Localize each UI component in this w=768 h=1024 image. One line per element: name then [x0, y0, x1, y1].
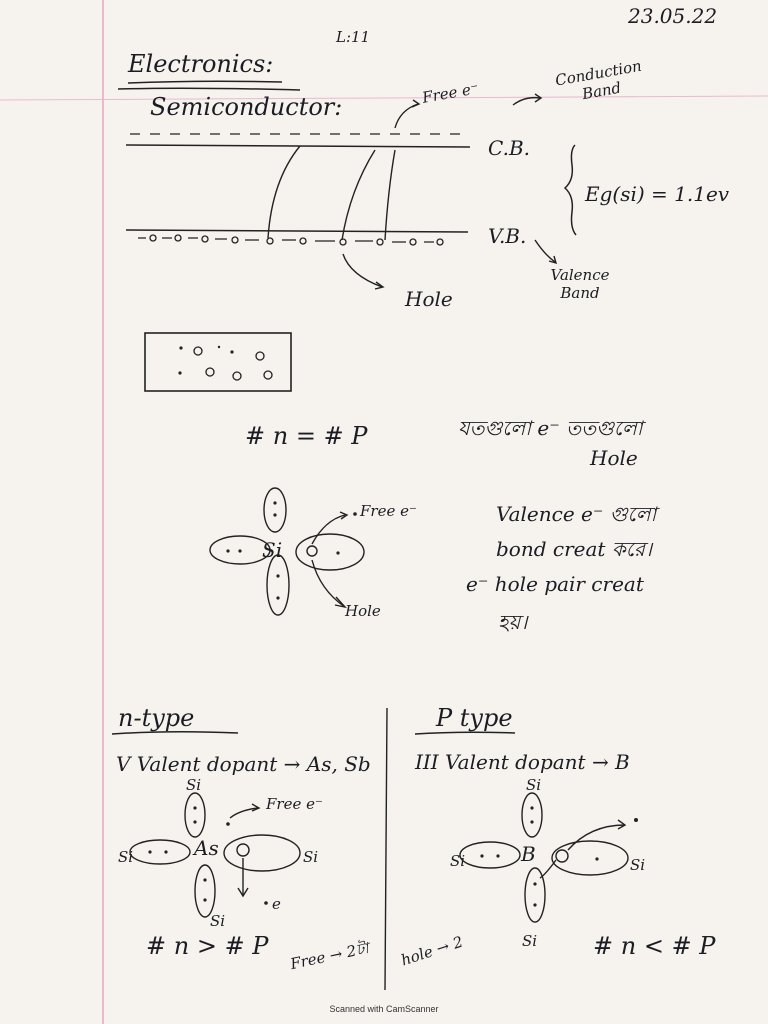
conduction-band-line	[126, 145, 470, 147]
bengali-note: যতগুলো e⁻ ততগুলো	[458, 416, 643, 440]
n-type-free-electron: Free e⁻	[266, 795, 323, 813]
ruled-line	[0, 96, 768, 100]
si-note-line-4: হয়।	[498, 610, 528, 634]
si-free-electron-label: Free e⁻	[360, 502, 417, 520]
conduction-band-label: Conduction Band	[553, 56, 644, 104]
n-type-si-top: Si	[186, 776, 202, 794]
n-type-relation: # n > # P	[146, 932, 269, 960]
transition-2	[342, 150, 375, 240]
si-note-line-3: e⁻ hole pair creat	[466, 572, 644, 596]
scanner-footer: Scanned with CamScanner	[329, 1004, 439, 1014]
vb-label: V.B.	[488, 224, 527, 248]
n-type-free-note: Free → 2টা	[288, 938, 371, 974]
p-type-title: P type	[436, 704, 513, 732]
lecture-number: L:11	[336, 28, 371, 46]
section-divider	[385, 708, 387, 990]
date: 23.05.22	[628, 4, 718, 28]
n-type-e: e	[272, 895, 281, 913]
p-type-si-top: Si	[526, 776, 542, 794]
vb-arrow	[535, 240, 555, 262]
p-type-dopant: III Valent dopant → B	[415, 750, 630, 774]
valence-holes	[150, 235, 443, 245]
transition-3	[385, 150, 395, 240]
si-note-line-2: bond creat করে।	[496, 537, 652, 561]
valence-band-label: Valence Band	[550, 266, 610, 302]
p-type-relation: # n < # P	[593, 932, 716, 960]
p-type-center: B	[521, 842, 536, 866]
p-type-electrons	[480, 806, 638, 906]
title-underline-2	[118, 88, 300, 90]
bengali-note-hole: Hole	[590, 446, 638, 470]
n-type-si-right: Si	[303, 848, 319, 866]
transition-1	[268, 146, 300, 238]
hole-label: Hole	[405, 287, 453, 311]
si-hole-label: Hole	[345, 602, 381, 620]
section-title: Electronics:	[128, 50, 274, 78]
n-type-si-left: Si	[118, 848, 134, 866]
si-bond-electrons	[226, 501, 356, 599]
p-type-si-left: Si	[450, 852, 466, 870]
section-subtitle: Semiconductor:	[150, 93, 343, 121]
p-type-underline	[415, 732, 515, 734]
p-type-si-bottom: Si	[522, 932, 538, 950]
free-electron-label: Free e⁻	[420, 79, 481, 107]
p-type-si-right: Si	[630, 856, 646, 874]
n-type-center: As	[194, 836, 219, 860]
n-type-si-bottom: Si	[210, 912, 226, 930]
n-type-title: n-type	[118, 704, 195, 732]
p-type-hole-note: hole → 2	[398, 932, 466, 970]
si-note-line-1: Valence e⁻ গুলো	[496, 502, 657, 526]
p-type-lattice	[460, 793, 628, 922]
si-bond-lines	[210, 488, 364, 615]
title-underline	[128, 81, 282, 83]
band-gap-label: Eg(si) = 1.1ev	[585, 182, 730, 206]
bandgap-brace	[565, 145, 576, 235]
si-center-label: Si	[262, 538, 283, 562]
n-type-underline	[112, 732, 238, 734]
equal-count-equation: # n = # P	[245, 422, 368, 450]
valence-dashes	[138, 238, 434, 242]
crystal-box	[145, 333, 291, 391]
valence-band-line	[126, 230, 468, 232]
cb-label: C.B.	[488, 136, 531, 160]
free-e-arrow	[395, 104, 418, 128]
n-type-dopant: V Valent dopant → As, Sb	[116, 752, 371, 776]
